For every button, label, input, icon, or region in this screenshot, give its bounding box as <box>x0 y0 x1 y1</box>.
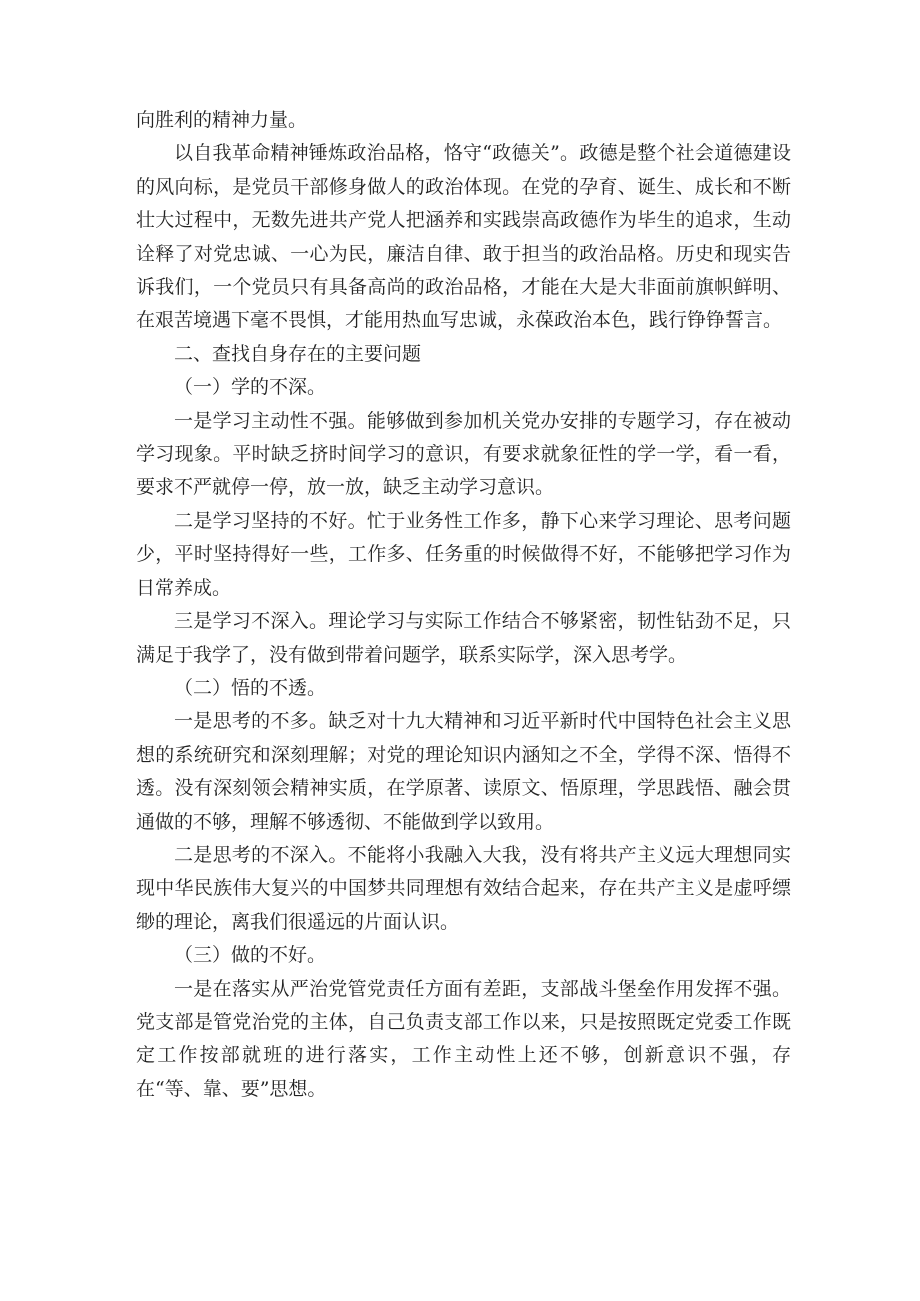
paragraph-study-persistence: 二是学习坚持的不好。忙于业务性工作多，静下心来学习理论、思考问题少，平时坚持得好一些，工作多、任务重的时候做得不好，不能够把学习作为日常养成。 <box>136 509 791 599</box>
paragraph-study-depth: 三是学习不深入。理论学习与实际工作结合不够紧密，韧性钻劲不足，只满足于我学了，没有做到带着问题学，联系实际学，深入思考学。 <box>136 610 791 666</box>
paragraph-thinking-shallow: 二是思考的不深入。不能将小我融入大我，没有将共产主义远大理想同实现中华民族伟大复兴的中国梦共同理想有效结合起来，存在共产主义是虚呼缥缈的理论，离我们很遥远的片面认识。 <box>136 843 791 933</box>
section-heading-problems: 二、查找自身存在的主要问题 <box>174 342 422 365</box>
paragraph-study-initiative: 一是学习主动性不强。能够做到参加机关党办安排的专题学习，存在被动学习现象。平时缺乏挤时间学习的意识，有要求就象征性的学一学，看一看，要求不严就停一停，放一放，缺乏主动学习意识。 <box>136 409 791 499</box>
paragraph-party-governance: 一是在落实从严治党管党责任方面有差距，支部战斗堡垒作用发挥不强。党支部是管党治党的主体，自己负责支部工作以来，只是按照既定党委工作既定工作按部就班的进行落实，工作主动性上还不够，创新意识不强，存在“等、靠、要”思想。 <box>136 977 791 1100</box>
paragraph-continuation: 向胜利的精神力量。 <box>136 109 308 131</box>
subheading-understanding: （二）悟的不透。 <box>174 676 327 699</box>
subheading-practice: （三）做的不好。 <box>174 944 327 967</box>
paragraph-thinking-little: 一是思考的不多。缺乏对十九大精神和习近平新时代中国特色社会主义思想的系统研究和深刻理解；对党的理论知识内涵知之不全，学得不深、悟得不透。没有深刻领会精神实质，在学原著、读原文、悟原理，学思践悟、融会贯通做的不够，理解不够透彻、不能做到学以致用。 <box>136 710 791 833</box>
subheading-study: （一）学的不深。 <box>174 376 327 399</box>
paragraph-political-character: 以自我革命精神锤炼政治品格，恪守“政德关”。政德是整个社会道德建设的风向标，是党员干部修身做人的政治体现。在党的孕育、诞生、成长和不断壮大过程中，无数先进共产党人把涵养和实践崇高政德作为毕生的追求，生动诠释了对党忠诚、一心为民，廉洁自律、敢于担当的政治品格。历史和现实告诉我们，一个党员只有具备高尚的政治品格，才能在大是大非面前旗帜鲜明、在艰苦境遇下毫不畏惧，才能用热血写忠诚，永葆政治本色，践行铮铮誓言。 <box>136 142 791 332</box>
document-page <box>136 104 791 1106</box>
